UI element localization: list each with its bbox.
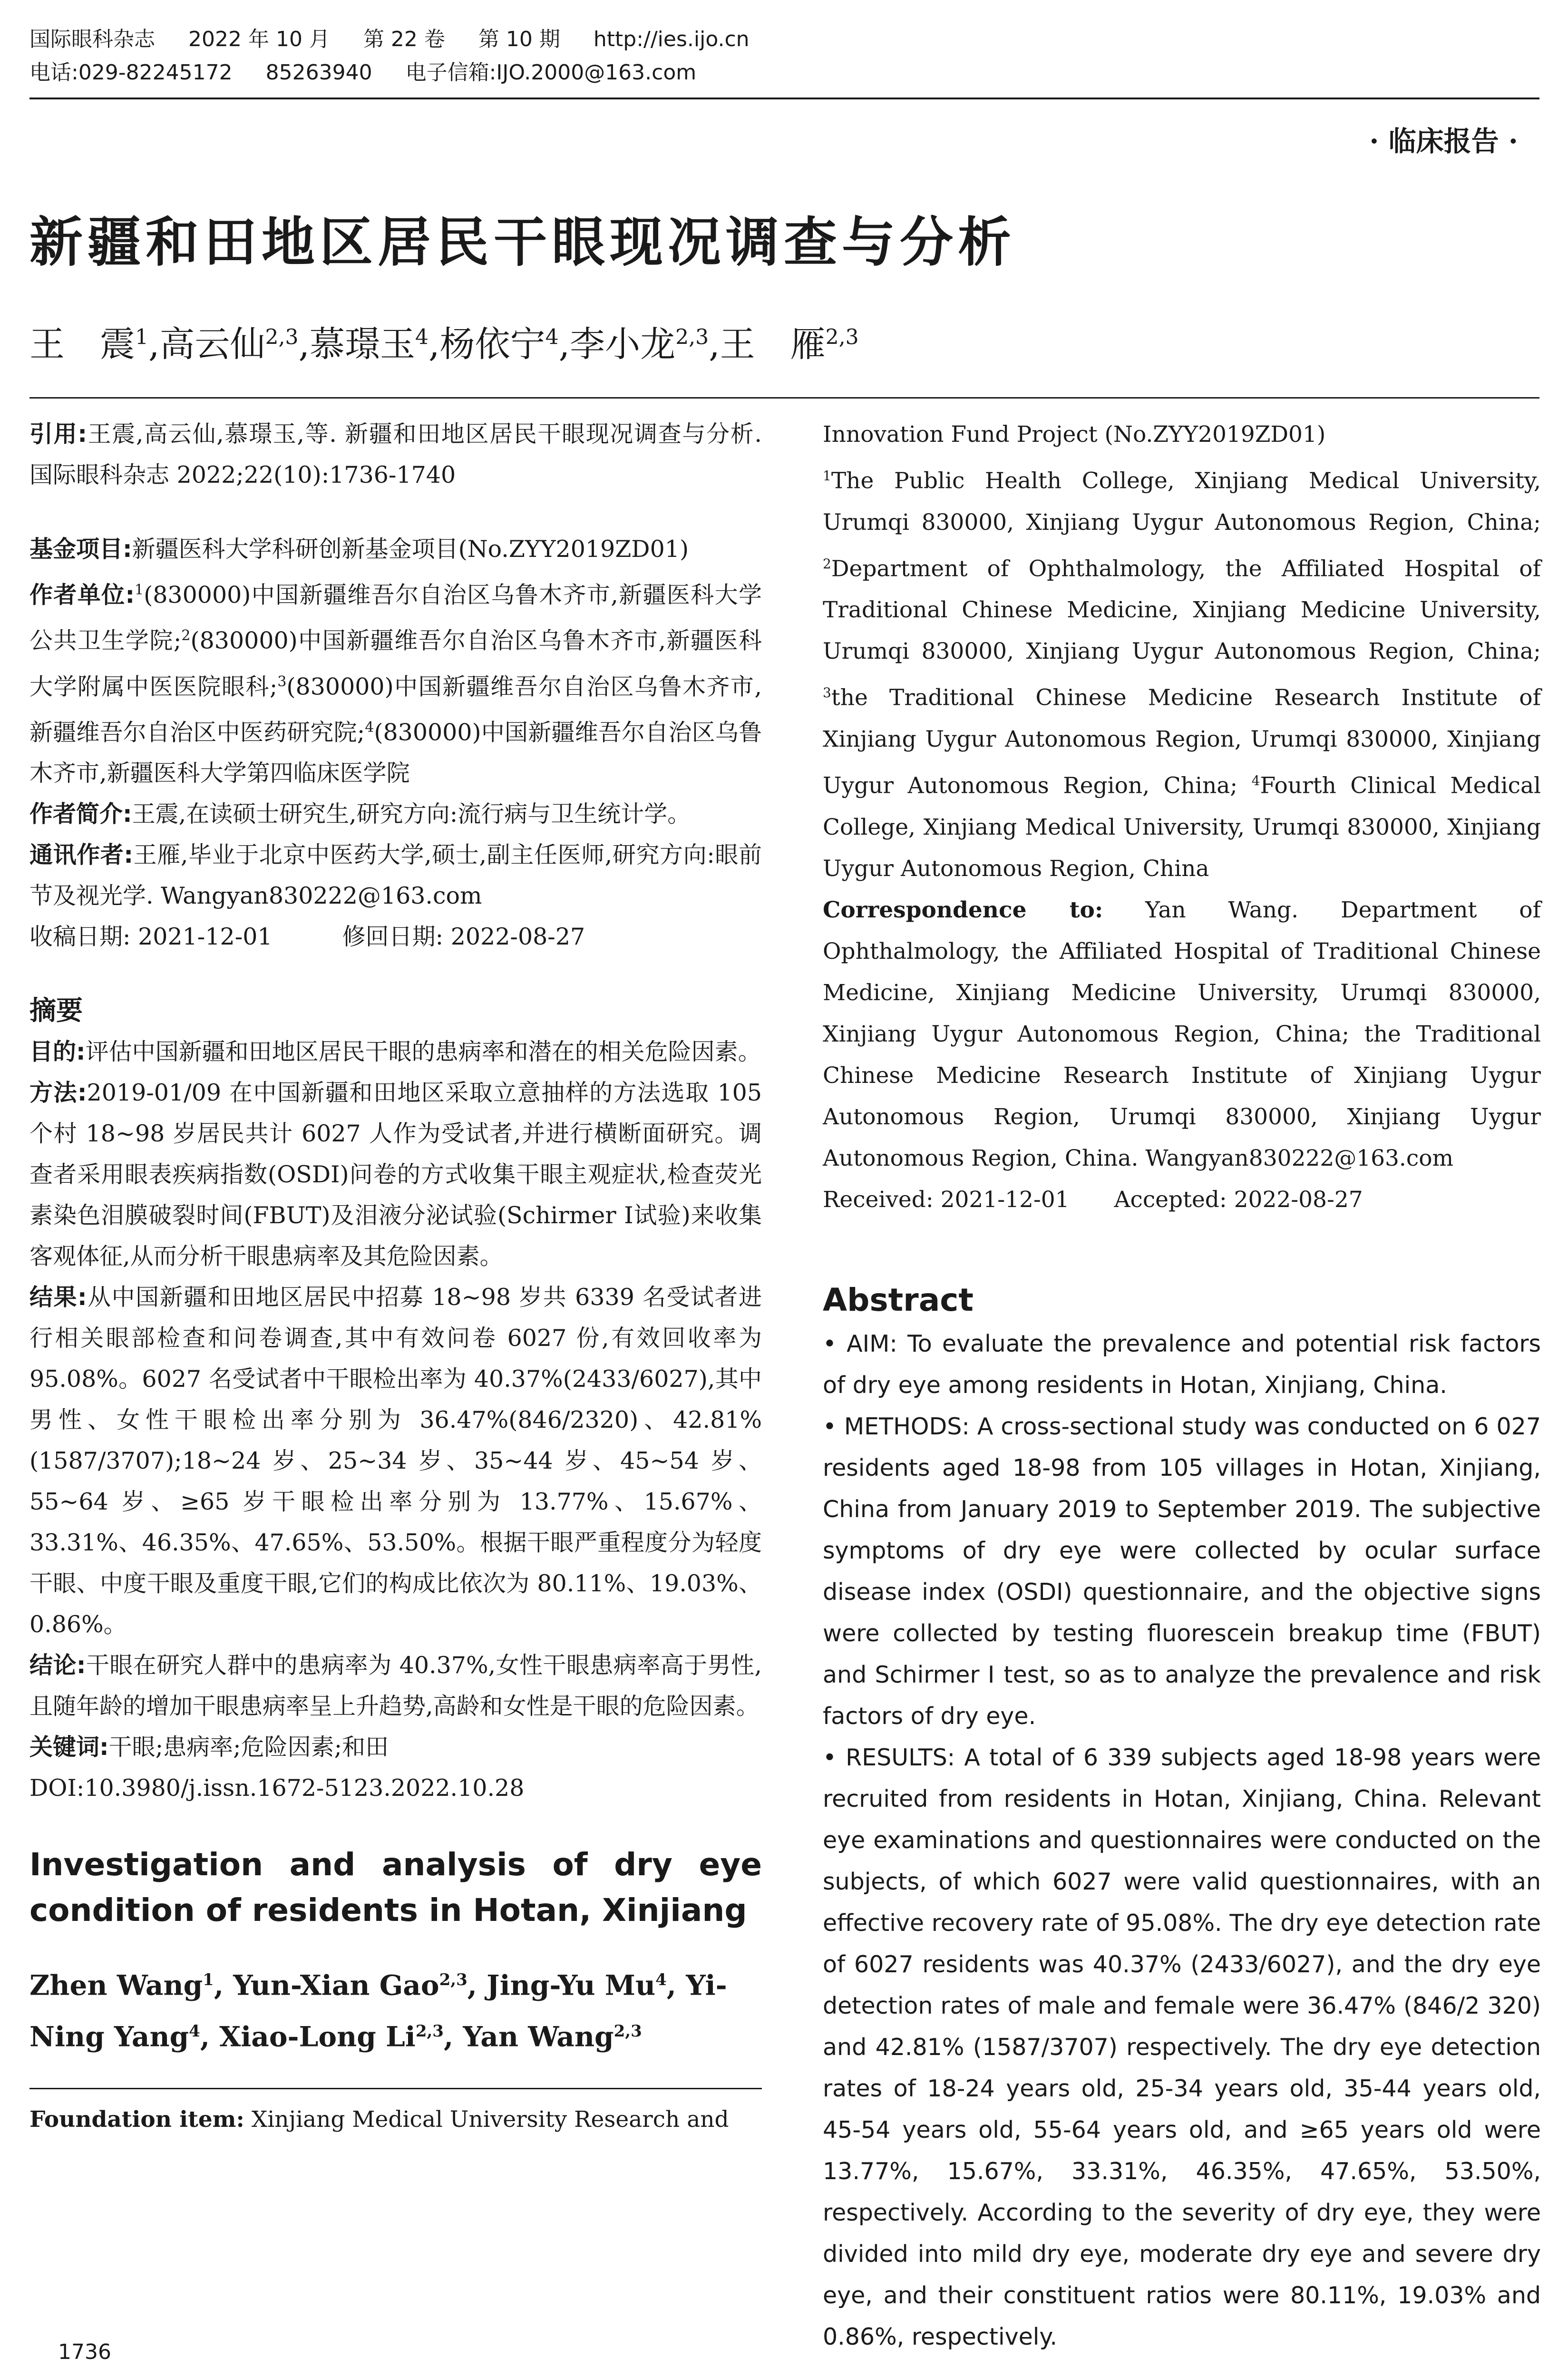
aim-cn: 目的:评估中国新疆和田地区居民干眼的患病率和潜在的相关危险因素。: [29, 1038, 761, 1066]
journal-name: 国际眼科杂志: [29, 27, 155, 51]
author-name: 杨依宁: [439, 324, 545, 365]
results-en: • RESULTS: A total of 6 339 subjects aged 18-98 years were recruited from residents in Hotan, Xinjiang, China. Relevant eye examinations and questionnaires were conducted on the subjects, of which 6027 were valid questionnaires, with an effective recovery rate of 95.08%. The dry eye detection rate of 6027 residents was 40.37% (2433/6027), and the dry eye detection rates of male and female were 36.47% (846/2 320) and 42.81% (1587/3707) respectively. The dry eye detection rates of 18-24 years old, 25-34 years old, 35-44 years old, 45-54 years old, 55-64 years old, and ≥65 years old were 13.77%, 15.67%, 33.31%, 46.35%, 47.65%, 53.50%, respectively. According to the severity of dry eye, they were divided into mild dry eye, moderate dry eye and severe dry eye, and their constituent ratios were 80.11%, 19.03% and 0.86%, respectively.: [823, 1744, 1541, 2350]
author-name: Yi-Ning Yang: [29, 1969, 727, 2053]
author-affiliation-mark: 4: [189, 2021, 200, 2041]
author-bio: 作者简介:王震,在读硕士研究生,研究方向:流行病与卫生统计学。: [29, 800, 691, 828]
author-affiliations: 作者单位:$^1$(830000)中国新疆维吾尔自治区乌鲁木齐市,新疆医科大学公共卫生学院;$^2$(830000)中国新疆维吾尔自治区乌鲁木齐市,新疆医科大学附属中医医院眼科;$^3$(830000)中国新疆维吾尔自治区乌鲁木齐市,新疆维吾尔自治区中医药研究院;$^4$(830000)中国新疆维吾尔自治区乌鲁木齐市,新疆医科大学第四临床医学院: [29, 581, 762, 787]
right-column: [823, 414, 1541, 2358]
author-affiliation-mark: 2,3: [415, 2021, 444, 2041]
conclusion-cn: 结论:干眼在研究人群中的患病率为 40.37%,女性干眼患病率高于男性,且随年龄的增加干眼患病率呈上升趋势,高龄和女性是干眼的危险因素。: [29, 1652, 762, 1720]
methods-en: • METHODS: A cross-sectional study was conducted on 6 027 residents aged 18-98 from 105 villages in Hotan, Xinjiang, China from January 2019 to September 2019. The subjective symptoms of dry eye were collected by ocular surface disease index (OSDI) questionnaire, and the objective signs were collected by testing fluorescein breakup time (FBUT) and Schirmer Ⅰ test, so as to analyze the prevalence and risk factors of dry eye.: [823, 1413, 1541, 1730]
phone-2: 85263940: [265, 60, 372, 85]
page-number: 1736: [58, 2340, 111, 2364]
author-affiliation-mark: 2,3: [675, 325, 709, 350]
author-list-cn: 王 震$^1$,高云仙$^{2,3}$,慕璟玉$^4$,杨依宁$^4$,李小龙$^{2,3}$,王 雁$^{2,3}$: [29, 324, 859, 365]
author-affiliation-mark: 2,3: [439, 1970, 467, 1990]
affiliations-en: $^1$The Public Health College, Xinjiang Medical University, Urumqi 830000, Xinjiang Uygur Autonomous Region, China; $^2$Department of Ophthalmology, the Affiliated Hospital of Traditional Chinese Medicine, Xinjiang Medicine University, Urumqi 830000, Xinjiang Uygur Autonomous Region, China; $^3$the Traditional Chinese Medicine Research Institute of Xinjiang Uygur Autonomous Region, Urumqi 830000, Xinjiang Uygur Autonomous Region, China; $^4$Fourth Clinical Medical College, Xinjiang Medical University, Urumqi 830000, Xinjiang Uygur Autonomous Region, China: [823, 468, 1541, 882]
corresponding-author: 通讯作者:王雁,毕业于北京中医药大学,硕士,副主任医师,研究方向:眼前节及视光学. Wangyan830222@163.com: [29, 841, 762, 910]
left-column: [29, 414, 762, 2140]
author-name: Yan Wang: [463, 2020, 614, 2053]
author-name: 王 雁: [720, 324, 826, 365]
title-divider: [29, 397, 1539, 399]
author-name: Xiao-Long Li: [219, 2020, 416, 2053]
author-affiliation-mark: 1: [203, 1970, 214, 1990]
author-name: 王 震: [29, 324, 135, 365]
author-affiliation-mark: 1: [135, 325, 148, 350]
section-label: · 临床报告 ·: [1369, 125, 1518, 157]
keywords-cn: 关键词:干眼;患病率;危险因素;和田: [29, 1734, 389, 1761]
phone: 电话:029-82245172: [29, 60, 233, 85]
journal-url[interactable]: http://ies.ijo.cn: [593, 27, 750, 51]
abstract-heading-cn: 摘要: [29, 995, 83, 1027]
article-title-en: Investigation and analysis of dry eye condition of residents in Hotan, Xinjiang: [29, 1846, 762, 1929]
citation: 引用:王震,高云仙,慕璟玉,等. 新疆和田地区居民干眼现况调查与分析. 国际眼科杂志 2022;22(10):1736-1740: [29, 420, 762, 488]
author-name: 高云仙: [159, 324, 265, 365]
issue: 第 10 期: [478, 27, 560, 51]
volume: 第 22 卷: [363, 27, 445, 51]
aim-en: • AIM: To evaluate the prevalence and potential risk factors of dry eye among residents in Hotan, Xinjiang, China.: [823, 1330, 1541, 1399]
author-name: Jing-Yu Mu: [487, 1969, 656, 2002]
author-list-en: Zhen Wang$^1$, Yun-Xian Gao$^{2,3}$, Jing-Yu Mu$^4$, Yi-Ning Yang$^4$, Xiao-Long Li$^{2,3}$, Yan Wang$^{2,3}$: [29, 1969, 727, 2053]
results-cn: 结果:从中国新疆和田地区居民中招募 18~98 岁共 6339 名受试者进行相关眼部检查和问卷调查,其中有效问卷 6027 份,有效回收率为 95.08%。6027 名受试者中干眼检出率为 40.37%(2433/6027),其中男性、女性干眼检出率分别为 36.47%(846/2320)、42.81%(1587/3707);18~24 岁、25~34 岁、35~44 岁、45~54 岁、55~64 岁、≥65 岁干眼检出率分别为 13.77%、15.67%、33.31%、46.35%、47.65%、53.50%。根据干眼严重程度分为轻度干眼、中度干眼及重度干眼,它们的构成比依次为 80.11%、19.03%、0.86%。: [29, 1284, 762, 1638]
author-affiliation-mark: 4: [415, 325, 429, 350]
article-title-cn: 新疆和田地区居民干眼现况调查与分析: [29, 212, 1016, 273]
fund: 基金项目:新疆医科大学科研创新基金项目(No.ZYY2019ZD01): [29, 536, 689, 563]
author-name: 慕璟玉: [310, 324, 416, 365]
methods-cn: 方法:2019-01/09 在中国新疆和田地区采取立意抽样的方法选取 105 个村 18~98 岁居民共计 6027 人作为受试者,并进行横断面研究。调查者采用眼表疾病指数(OSDI)问卷的方式收集干眼主观症状,检查荧光素染色泪膜破裂时间(FBUT)及泪液分泌试验(Schirmer Ⅰ试验)来收集客观体征,从而分析干眼患病率及其危险因素。: [29, 1079, 762, 1270]
foundation-item-cont: Innovation Fund Project (No.ZYY2019ZD01): [823, 421, 1326, 448]
journal-header: [29, 23, 1539, 89]
issue-date: 2022 年 10 月: [188, 27, 330, 51]
author-affiliation-mark: 2,3: [614, 2021, 642, 2041]
author-name: 李小龙: [570, 324, 676, 365]
doi[interactable]: DOI:10.3980/j.issn.1672-5123.2022.10.28: [29, 1774, 525, 1802]
author-affiliation-mark: 4: [545, 325, 559, 350]
footnote-divider: [29, 2088, 762, 2089]
dates-cn: 收稿日期: 2021-12-01 修回日期: 2022-08-27: [29, 923, 585, 951]
author-affiliation-mark: 2,3: [265, 325, 299, 350]
correspondence-en: Correspondence to: Yan Wang. Department of Ophthalmology, the Affiliated Hospital of Traditional Chinese Medicine, Xinjiang Medicine University, Urumqi 830000, Xinjiang Uygur Autonomous Region, China; the Traditional Chinese Medicine Research Institute of Xinjiang Uygur Autonomous Region, Urumqi 830000, Xinjiang Uygur Autonomous Region, China. Wangyan830222@163.com: [823, 896, 1541, 1171]
author-name: Zhen Wang: [29, 1969, 203, 2002]
email[interactable]: 电子信箱:IJO.2000@163.com: [405, 60, 697, 85]
dates-en: Received: 2021-12-01 Accepted: 2022-08-27: [823, 1186, 1363, 1213]
author-name: Yun-Xian Gao: [233, 1969, 439, 2002]
author-affiliation-mark: 2,3: [825, 325, 859, 350]
header-divider: [29, 97, 1539, 99]
author-affiliation-mark: 4: [655, 1970, 667, 1990]
foundation-item: Foundation item: Xinjiang Medical University Research and: [29, 2106, 729, 2133]
abstract-heading-en: Abstract: [823, 1281, 974, 1318]
